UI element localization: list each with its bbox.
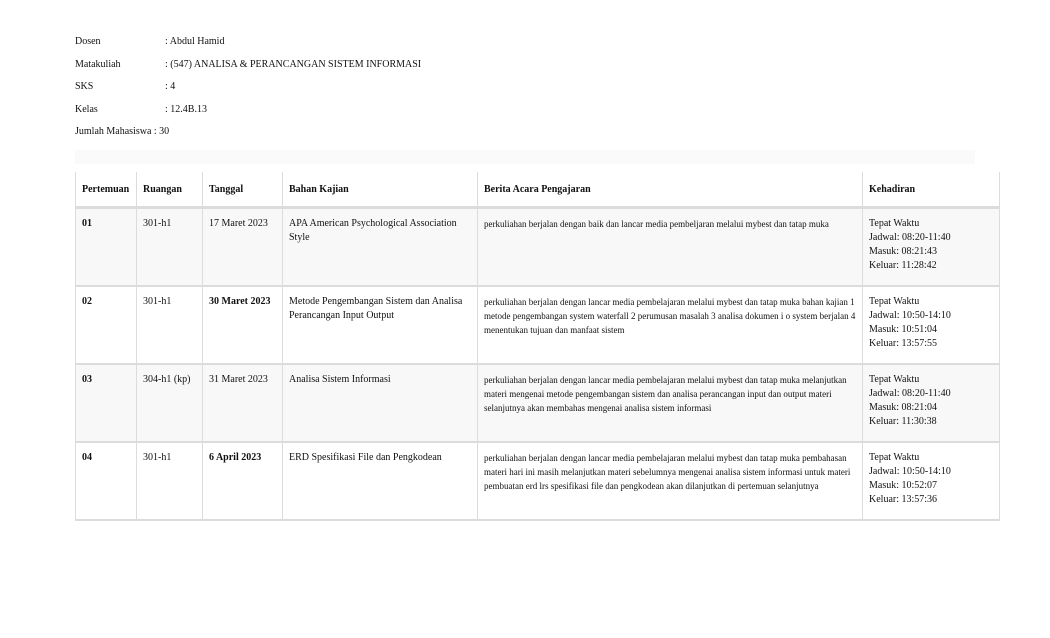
matakuliah-value: : (547) ANALISA & PERANCANGAN SISTEM INFORMASI [165,58,422,70]
cell-bahan-kajian: Metode Pengembangan Sistem dan Analisa Perancangan Input Output [283,286,478,364]
cell-tanggal: 31 Maret 2023 [203,364,283,442]
info-row-jumlah [75,126,421,149]
table-row [76,442,1000,520]
info-row-matakuliah [75,59,421,82]
cell-ruangan: 301-h1 [137,286,203,364]
header-ruangan: Ruangan [137,172,203,208]
kehadiran-keluar: Keluar: 11:30:38 [869,415,937,427]
berita-acara-table [75,172,1000,521]
header-bahan-kajian: Bahan Kajian [283,172,478,208]
dosen-value: : Abdul Hamid [165,36,225,47]
cell-kehadiran [863,286,1000,364]
cell-tanggal: 30 Maret 2023 [203,286,283,364]
cell-bahan-kajian: ERD Spesifikasi File dan Pengkodean [283,442,478,520]
cell-pertemuan: 04 [76,442,137,520]
info-row-kelas [75,104,421,127]
info-row-sks [75,81,421,104]
cell-ruangan: 301-h1 [137,208,203,286]
jumlah-value: : 30 [153,126,170,137]
table-row [76,364,1000,442]
cell-bahan-kajian: Analisa Sistem Informasi [283,364,478,442]
table-row [76,208,1000,286]
cell-berita-acara: perkuliahan berjalan dengan lancar media pembelajaran melalui mybest dan tatap muka pembahasan materi hari ini masih melanjutkan materi sebelumnya mengenai analisa sistem informasi untuk materi pembuatan erd lrs spesifikasi file dan pengkodean akan dilanjutkan di pertemuan selanjutnya [478,442,863,520]
info-row-dosen [75,36,421,59]
cell-pertemuan: 02 [76,286,137,364]
kehadiran-masuk: Masuk: 10:52:07 [869,479,938,491]
kelas-value: : 12.4B.13 [165,103,207,115]
cell-kehadiran [863,442,1000,520]
matakuliah-label: Matakuliah [75,58,121,70]
cell-pertemuan: 01 [76,208,137,286]
table-row [76,286,1000,364]
cell-pertemuan: 03 [76,364,137,442]
header-pertemuan: Pertemuan [76,172,137,208]
kehadiran-jadwal: Jadwal: 10:50-14:10 [869,309,951,321]
cell-ruangan: 301-h1 [137,442,203,520]
cell-tanggal: 6 April 2023 [203,442,283,520]
cell-tanggal: 17 Maret 2023 [203,208,283,286]
kehadiran-jadwal: Jadwal: 10:50-14:10 [869,465,951,477]
cell-bahan-kajian: APA American Psychological Association Style [283,208,478,286]
course-info [75,36,421,149]
cell-kehadiran [863,364,1000,442]
dosen-label: Dosen [75,36,101,47]
cell-kehadiran [863,208,1000,286]
cell-berita-acara: perkuliahan berjalan dengan lancar media pembelajaran melalui mybest dan tatap muka melanjutkan materi mengenai metode pengembangan sistem dan analisa perancangan input dan output materi selanjutnya akan membahas mengenai analisa sistem informasi [478,364,863,442]
kehadiran-keluar: Keluar: 13:57:55 [869,337,938,349]
kehadiran-masuk: Masuk: 10:51:04 [869,323,938,335]
kehadiran-masuk: Masuk: 08:21:04 [869,401,938,413]
kehadiran-status: Tepat Waktu [869,218,920,229]
cell-berita-acara: perkuliahan berjalan dengan lancar media pembelajaran melalui mybest dan tatap muka bahan kajian 1 metode pengembangan system waterfall 2 perumusan masalah 3 analisa dokumen i o system berjalan 4 menentukan tujuan dan manfaat sistem [478,286,863,364]
table-header-row [76,172,1000,208]
header-kehadiran: Kehadiran [863,172,1000,208]
sks-value: : 4 [165,81,176,92]
cell-berita-acara: perkuliahan berjalan dengan baik dan lancar media pembeljaran melalui mybest dan tatap muka [478,208,863,286]
cell-ruangan: 304-h1 (kp) [137,364,203,442]
kehadiran-jadwal: Jadwal: 08:20-11:40 [869,387,951,399]
header-tanggal: Tanggal [203,172,283,208]
header-berita-acara: Berita Acara Pengajaran [478,172,863,208]
kelas-label: Kelas [75,103,98,115]
kehadiran-keluar: Keluar: 11:28:42 [869,260,937,271]
kehadiran-status: Tepat Waktu [869,373,920,385]
kehadiran-status: Tepat Waktu [869,451,920,463]
kehadiran-jadwal: Jadwal: 08:20-11:40 [869,232,951,243]
kehadiran-status: Tepat Waktu [869,295,920,307]
sks-label: SKS [75,81,94,92]
jumlah-label: Jumlah Mahasiswa [75,126,152,137]
kehadiran-masuk: Masuk: 08:21:43 [869,246,938,257]
kehadiran-keluar: Keluar: 13:57:36 [869,493,938,505]
table-top-strip [75,150,975,164]
